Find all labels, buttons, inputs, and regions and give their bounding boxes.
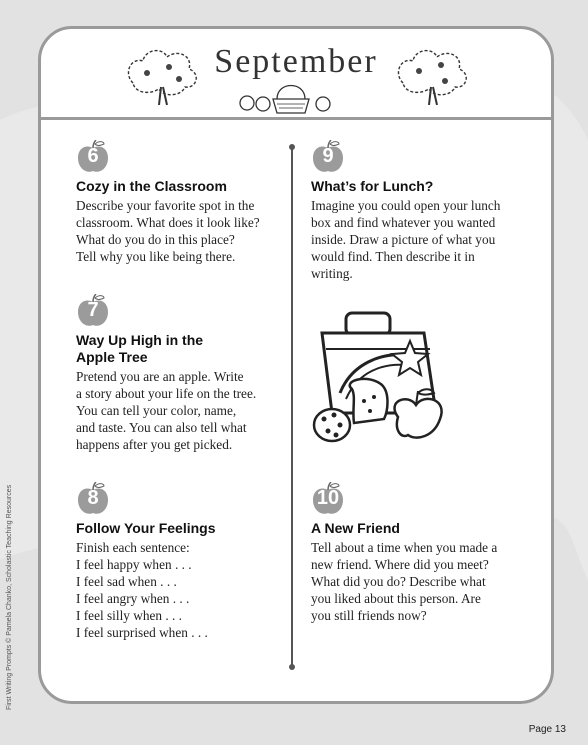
prompt-6 [76,140,276,265]
text-line: happens after you get picked. [76,437,233,452]
text-line: inside. Draw a picture of what you [311,232,496,247]
prompt-number: 10 [316,487,340,509]
prompt-text [76,368,276,453]
prompt-title: Follow Your Feelings [76,520,216,536]
prompt-number: 7 [87,299,99,321]
text-line: you liked about this person. Are [311,591,481,606]
text-line: would find. Then describe it in [311,249,475,264]
text-line: you still friends now? [311,608,427,623]
text-line: What did you do? Describe what [311,574,486,589]
text-line: Tell about a time when you made a [311,540,498,555]
text-line: I feel angry when . . . [76,591,190,606]
text-line: classroom. What does it look like? [76,215,260,230]
text-line: writing. [311,266,353,281]
apple-icon [76,294,110,328]
text-line: Pretend you are an apple. Write [76,369,244,384]
text-line: You can tell your color, name, [76,403,237,418]
prompt-number: 8 [87,487,99,509]
text-line: I feel surprised when . . . [76,625,208,640]
prompt-text [76,197,276,265]
apple-icon [76,140,110,174]
header [41,29,551,121]
text-line: new friend. Where did you meet? [311,557,489,572]
credit-text: First Writing Prompts © Pamela Chanko, Scholastic Teaching Resources [6,484,13,710]
copyright-credit [6,484,20,710]
apple-icon [76,482,110,516]
prompt-number: 9 [322,145,334,167]
text-line: I feel happy when . . . [76,557,192,572]
prompt-8 [76,482,276,641]
prompt-title: A New Friend [311,520,400,536]
text-line: Finish each sentence: [76,540,190,555]
title-line: Way Up High in the [76,332,204,348]
apple-icon [311,482,345,516]
prompt-text [76,539,276,641]
prompt-text [311,539,521,624]
prompt-text [311,197,521,282]
text-line: I feel sad when . . . [76,574,177,589]
text-line: What do you do in this place? [76,232,235,247]
prompt-title: What’s for Lunch? [311,178,434,194]
lunchbox-illustration [312,293,462,453]
prompt-10 [311,482,521,624]
prompt-7 [76,294,276,453]
text-line: and taste. You can also tell what [76,420,247,435]
text-line: Tell why you like being there. [76,249,236,264]
prompt-title: Cozy in the Classroom [76,178,227,194]
page-number: Page 13 [528,724,566,735]
header-rule [41,117,551,120]
apple-basket-icon [233,79,343,115]
text-line: a story about your life on the tree. [76,386,257,401]
text-line: box and find whatever you wanted [311,215,496,230]
prompt-number: 6 [87,145,99,167]
text-line: I feel silly when . . . [76,608,182,623]
title-line: Apple Tree [76,349,148,365]
page-title: September [214,43,378,80]
apple-icon [311,140,345,174]
text-line: Describe your favorite spot in the [76,198,255,213]
column-divider [291,147,293,667]
text-line: Imagine you could open your lunch [311,198,501,213]
prompt-title [76,332,276,366]
prompt-9 [311,140,521,282]
